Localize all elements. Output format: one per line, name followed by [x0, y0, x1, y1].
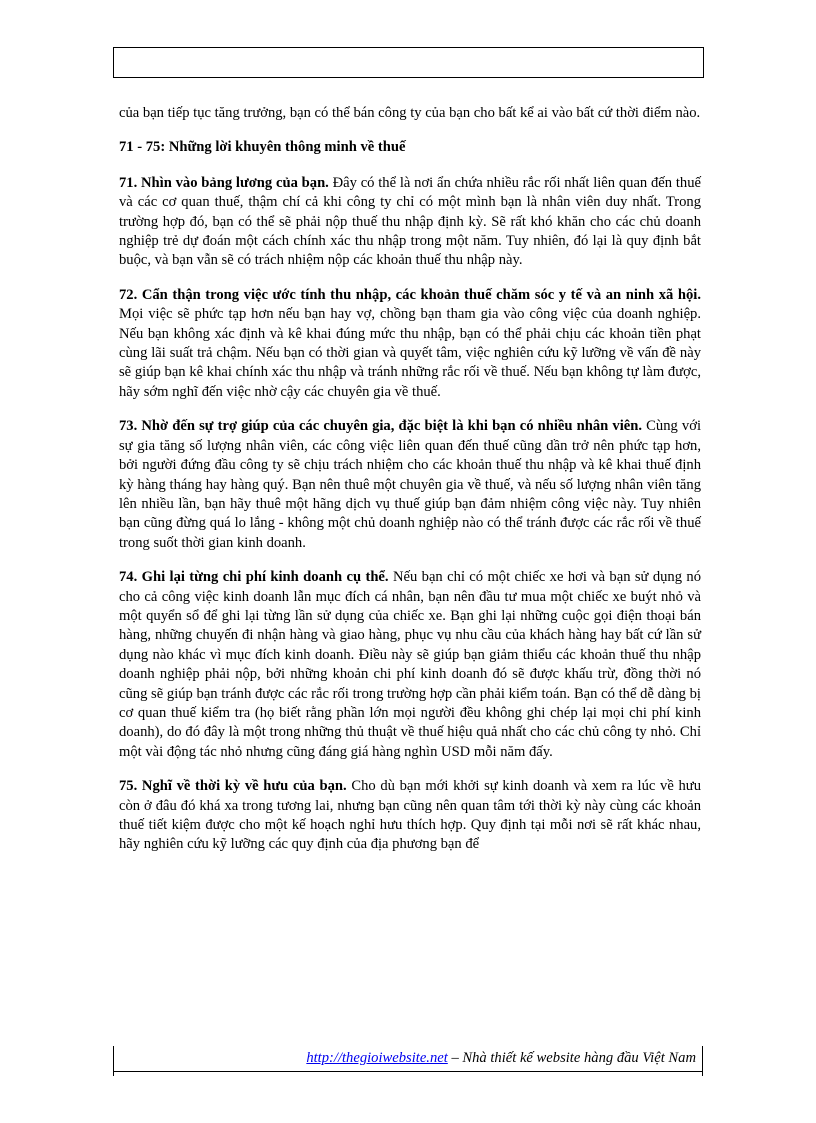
tip-title: 72. Cẩn thận trong việc ước tính thu nhập, các khoản thuế chăm sóc y tế và an ninh xã hội.: [119, 286, 701, 303]
document-body: [119, 104, 701, 870]
tip-body: Nếu bạn chỉ có một chiếc xe hơi và bạn sử dụng nó cho cả công việc kinh doanh lẫn mục đích cá nhân, bạn nên đầu tư mua một chiếc xe buýt nhỏ và một quyển sổ để ghi lại từng lần sử dụng của chiếc xe. Bạn ghi lại những cuộc gọi điện thoại bán hàng, những chuyến đi nhận hàng và giao hàng, phục vụ nhu cầu của khách hàng hay bất cứ lần sử dụng nào khác vì mục đích kinh doanh. Điều này sẽ giúp bạn giảm thiểu các khoản thuế thu nhập doanh nghiệp phải nộp, bởi những khoản chi phí kinh doanh đó sẽ được khấu trừ, đồng thời nó cũng sẽ giúp bạn tránh được các rắc rối trong trường hợp cần phải kiểm toán. Bạn có thể dễ dàng bị cơ quan thuế kiểm tra (họ biết rằng phần lớn mọi người đều không ghi chép lại mọi chi phí kinh doanh), do đó đây là một trong những thủ thuật về thuế hiệu quả nhất cho các chủ công ty nhỏ. Chỉ một vài động tác nhỏ nhưng cũng đáng giá hàng nghìn USD mỗi năm đấy.: [119, 569, 701, 760]
header-box: [113, 47, 704, 78]
page-footer: [113, 1046, 703, 1076]
footer-tagline: – Nhà thiết kế website hàng đầu Việt Nam: [447, 1050, 696, 1066]
tip-71: [119, 174, 701, 271]
tip-title: 71. Nhìn vào bảng lương của bạn.: [119, 174, 329, 191]
tip-73: [119, 417, 701, 553]
tip-title: 75. Nghĩ về thời kỳ về hưu của bạn.: [119, 778, 347, 795]
continuation-paragraph: của bạn tiếp tục tăng trưởng, bạn có thể bán công ty của bạn cho bất kể ai vào bất cứ thời điểm nào.: [119, 105, 701, 121]
tip-72: [119, 286, 701, 402]
tip-75: [119, 777, 701, 855]
tip-74: [119, 568, 701, 762]
tip-body: Cho dù bạn mới khởi sự kinh doanh và xem ra lúc về hưu còn ở đâu đó khá xa trong tương lai, nhưng bạn cũng nên quan tâm tới thời kỳ này cùng các khoản thuế tiết kiệm được cho một kế hoạch nghỉ hưu thích hợp. Quy định tại mỗi nơi sẽ rất khác nhau, hãy nghiên cứu kỹ lưỡng các quy định của địa phương bạn để: [119, 778, 701, 853]
tip-body: Cùng với sự gia tăng số lượng nhân viên, các công việc liên quan đến thuế cũng dần trở nên phức tạp hơn, bởi người đứng đầu công ty sẽ chịu trách nhiệm cho các khoản thuế thu nhập và kê khai thuế định kỳ hàng tháng hay hàng quý. Bạn nên thuê một chuyên gia về thuế, và nếu số lượng nhân viên tăng lên nhiều lần, bạn hãy thuê một hãng dịch vụ thuế giúp bạn đảm nhiệm công việc này. Tuy nhiên bạn cũng đừng quá lo lắng - không một chủ doanh nghiệp nào có thể tránh được các rắc rối về thuế trong suốt thời gian kinh doanh.: [119, 418, 701, 551]
footer-divider: [114, 1071, 702, 1072]
footer-link[interactable]: http://thegioiwebsite.net: [306, 1050, 448, 1066]
section-title: 71 - 75: Những lời khuyên thông minh về thuế: [119, 139, 406, 156]
tip-title: 74. Ghi lại từng chi phí kinh doanh cụ thể.: [119, 569, 389, 586]
tip-body: Đây có thể là nơi ẩn chứa nhiều rắc rối nhất liên quan đến thuế và các cơ quan thuế, thậm chí cả khi công ty chỉ có một mình bạn là nhân viên duy nhất. Trong trường hợp đó, bạn có thể sẽ phải nộp thuế thu nhập định kỳ. Sẽ rất khó khăn cho các chủ doanh nghiệp trẻ dự đoán một cách chính xác thu nhập trong một năm. Tuy nhiên, đó lại là quy định bắt buộc, và bạn vẫn sẽ có trách nhiệm nộp các khoản thuế thu nhập này.: [119, 174, 701, 269]
footer-text: [306, 1050, 696, 1067]
tip-body: Mọi việc sẽ phức tạp hơn nếu bạn hay vợ, chồng bạn tham gia vào công việc của doanh nghiệp. Nếu bạn không xác định và kê khai đúng mức thu nhập, bạn có thể phải chịu các khoản tiền phạt cùng lãi suất trả chậm. Nếu bạn có thời gian và quyết tâm, việc nghiên cứu kỹ lưỡng về vấn đề này sẽ giúp bạn kê khai chính xác thu nhập và tránh những rắc rối về thuế. Nếu bạn không tự làm được, hãy sớm nghĩ đến việc nhờ cậy các chuyên gia về thuế.: [119, 306, 701, 400]
tip-title: 73. Nhờ đến sự trợ giúp của các chuyên gia, đặc biệt là khi bạn có nhiều nhân viên.: [119, 418, 643, 435]
